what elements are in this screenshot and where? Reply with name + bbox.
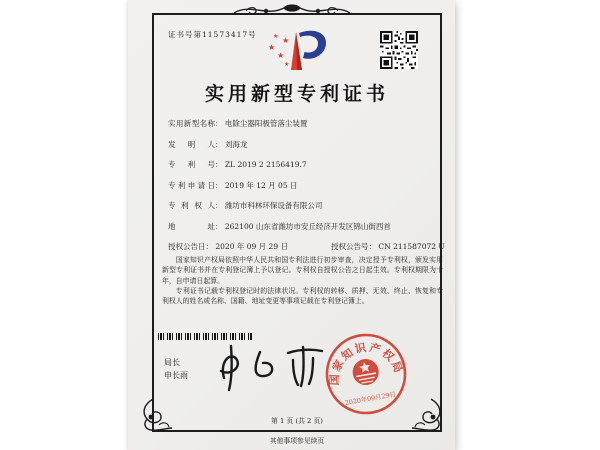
certificate-title: 实用新型专利证书	[204, 83, 389, 105]
field-label: 专利号	[168, 160, 215, 169]
director-signature	[208, 338, 328, 398]
certificate-paper	[128, 0, 455, 450]
page-number: 第 1 页 (共 2 页)	[271, 417, 323, 425]
field-value: 刘海龙	[224, 139, 248, 149]
grant-no-label: 授权公告号	[331, 242, 369, 251]
field-value: 262100 山东省潍坊市安丘经济开发区锦山街西首	[224, 221, 391, 231]
field-address: 地址： 262100 山东省潍坊市安丘经济开发区锦山街西首	[168, 221, 391, 231]
certificate-fields	[168, 118, 435, 241]
svg-text:★: ★	[284, 61, 290, 68]
field-value: 电除尘器阳极管落尘装置	[224, 119, 308, 128]
svg-text:★: ★	[273, 33, 279, 40]
cnipa-logo-icon	[266, 24, 330, 78]
field-inventor: 发明人： 刘海龙	[168, 139, 248, 149]
director-label: 局长	[164, 358, 180, 367]
legal-paragraph-1: 国家知识产权局依照中华人民共和国专利法进行初步审查，决定授予专利权，颁发实用新型专利证书并在专利登记簿上予以登记。专利权自授权公告之日起生效。专利权期限为十年，自申请日起算。	[162, 256, 443, 285]
field-label: 发明人	[168, 139, 215, 149]
field-value: ZL 2019 2 2156419.7	[224, 160, 307, 169]
field-invention-name: 实用新型名称： 电除尘器阳极管落尘装置	[168, 119, 308, 128]
bottom-right-ornament	[411, 397, 445, 433]
director-block	[164, 356, 188, 382]
certificate-number: 证书号第11573417号	[168, 30, 257, 39]
seal-date: 2020年09月29日	[344, 390, 397, 408]
field-label: 专利申请日	[168, 180, 215, 190]
grant-date: 2020 年 09 月 29 日	[215, 242, 288, 251]
svg-text:★: ★	[282, 36, 290, 45]
grant-date-label: 授权公告日	[168, 242, 206, 251]
field-value: 2019 年 12 月 05 日	[224, 180, 298, 190]
qr-code	[380, 31, 418, 69]
field-label: 地址	[168, 221, 215, 231]
svg-text:★: ★	[277, 51, 285, 60]
grant-row: 授权公告日： 2020 年 09 月 29 日 授权公告号： CN 211587072 U	[168, 242, 445, 251]
field-value: 潍坊市科林环保设备有限公司	[224, 201, 323, 210]
national-emblem-icon	[351, 357, 381, 387]
footer-note: 其他事项参见续页	[269, 437, 325, 445]
seal-ring-text: 国家知识产权局	[327, 340, 406, 386]
field-application-date: 专利申请日： 2019 年 12 月 05 日	[168, 180, 298, 190]
director-name: 申长雨	[164, 371, 188, 380]
bottom-left-ornament	[139, 397, 173, 433]
field-patent-number: 专利号： ZL 2019 2 2156419.7	[168, 160, 307, 169]
grant-no: CN 211587072 U	[378, 242, 445, 251]
field-label: 实用新型名称	[168, 119, 215, 128]
official-seal	[317, 325, 414, 422]
legal-paragraph-2: 专利证书记载专利权登记时的法律状况。专利权的转移、质押、无效、终止、恢复和专利权人的姓名或名称、国籍、地址变更等事项记载在专利登记簿上。	[162, 286, 443, 306]
legal-text	[162, 255, 443, 306]
svg-text:★: ★	[268, 43, 276, 52]
field-label: 专利权人	[168, 201, 215, 210]
field-patentee: 专利权人： 潍坊市科林环保设备有限公司	[168, 201, 323, 210]
